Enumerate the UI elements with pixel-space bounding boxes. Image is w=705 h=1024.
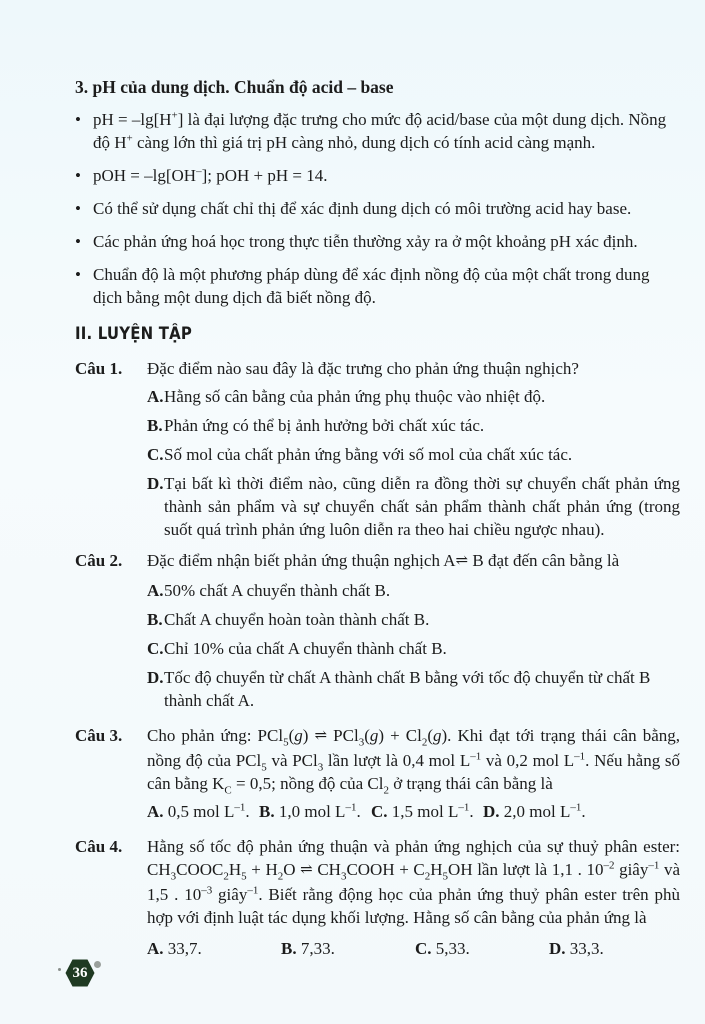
- question-stem: Hằng số tốc độ phản ứng thuận và phản ứng nghịch của sự thuỷ phân ester: $CH_3COOC_2H_5 + H_2O$ ⇌ $CH_3COOH + C_2H_5OH$ lần lượt là 1,1 . $10^{-2}$ giây$^{-1}$ và 1,5 . $10^{-3}$ giây$^{-1}$. Biết rằng động học của phản ứng thuỷ phân ester trên phù hợp với định luật tác dụng khối lượng. Hằng số cân bằng của phản ứng là: [147, 837, 680, 927]
- option-d: D. 2,0 mol $L^{-1}$.: [483, 801, 586, 821]
- option-c: C. Chỉ 10% của chất A chuyển thành chất B.: [147, 639, 447, 658]
- decorative-dot: [58, 968, 61, 971]
- option-c: C. 1,5 mol $L^{-1}$.: [371, 801, 474, 821]
- bullet-item: • pH = –lg[H+] là đại lượng đặc trưng cho mức độ acid/base của một dung dịch. Nồng độ H+ càng lớn thì giá trị pH càng nhỏ, dung dịch có tính acid càng mạnh.: [75, 109, 667, 152]
- part-2-title: II. LUYỆN TẬP: [75, 324, 192, 344]
- option-a: A. 33,7.: [147, 939, 202, 958]
- option-b: B. Phản ứng có thể bị ảnh hưởng bởi chất xúc tác.: [147, 416, 485, 435]
- page-content: [75, 76, 680, 968]
- question-label: Câu 3.: [75, 726, 123, 745]
- bullet-icon: •: [75, 199, 81, 218]
- equilibrium-arrow-icon: ⇌: [314, 728, 328, 744]
- page-number: 36: [72, 965, 88, 981]
- bullet-icon: •: [75, 265, 81, 284]
- question-1: [75, 357, 680, 541]
- option-d: D. Tốc độ chuyển từ chất A thành chất B bằng với tốc độ chuyển từ chất B thành chất A.: [147, 668, 651, 710]
- option-a: A. 50% chất A chuyển thành chất B.: [147, 581, 391, 600]
- bullet-item: • Chuẩn độ là một phương pháp dùng để xác định nồng độ của một chất trong dung dịch bằng một dung dịch đã biết nồng độ.: [75, 265, 650, 307]
- option-b: B. 7,33.: [281, 939, 335, 958]
- question-3: [75, 724, 680, 823]
- question-4: [75, 835, 680, 960]
- section-3-bullets: [75, 108, 680, 309]
- bullet-item: • Các phản ứng hoá học trong thực tiễn thường xảy ra ở một khoảng pH xác định.: [75, 232, 638, 251]
- option-d: D. Tại bất kì thời điểm nào, cũng diễn ra đồng thời sự chuyển chất phản ứng thành sản phẩm và sự chuyển chất sản phẩm thành chất phản ứng (trong suốt quá trình phản ứng luôn diễn ra theo hai chiều ngược nhau).: [147, 474, 680, 539]
- page-number-badge: [65, 958, 95, 988]
- bullet-icon: •: [75, 166, 81, 185]
- question-2: [75, 549, 680, 712]
- option-b: B. 1,0 mol $L^{-1}$.: [259, 801, 361, 821]
- bullet-item: • Có thể sử dụng chất chỉ thị để xác định dung dịch có môi trường acid hay base.: [75, 199, 632, 218]
- equilibrium-arrow-icon: ⇌: [455, 553, 469, 569]
- options-row: [147, 937, 680, 960]
- section-3-title: 3. pH của dung dịch. Chuẩn độ acid – base: [75, 77, 394, 97]
- option-c: C. 5,33.: [415, 939, 470, 958]
- options-row: [147, 800, 680, 823]
- question-label: Câu 2.: [75, 551, 123, 570]
- option-b: B. Chất A chuyển hoàn toàn thành chất B.: [147, 610, 430, 629]
- equilibrium-arrow-icon: ⇌: [300, 862, 313, 878]
- option-c: C. Số mol của chất phản ứng bằng với số mol của chất xúc tác.: [147, 445, 573, 464]
- bullet-item: • pOH = –lg[OH–]; pOH + pH = 14.: [75, 165, 328, 185]
- bullet-icon: •: [75, 232, 81, 251]
- question-stem: Đặc điểm nào sau đây là đặc trưng cho phản ứng thuận nghịch?: [147, 359, 579, 378]
- option-a: A. 0,5 mol $L^{-1}$.: [147, 801, 250, 821]
- question-label: Câu 1.: [75, 359, 123, 378]
- question-stem: Đặc điểm nhận biết phản ứng thuận nghịch A⇌ B đạt đến cân bằng là: [147, 549, 680, 574]
- option-d: D. 33,3.: [549, 939, 604, 958]
- decorative-dot: [94, 961, 101, 968]
- bullet-icon: •: [75, 110, 81, 129]
- question-stem: Cho phản ứng: PCl$_5$(g) ⇌ $PCl_3(g) + Cl_2(g)$. Khi đạt tới trạng thái cân bằng, nồng độ của PCl$_5$ và PCl$_3$ lần lượt là 0,4 mol $L^{-1}$ và 0,2 mol $L^{-1}$. Nếu hằng số cân bằng $K_C = 0,5$; nồng độ của $Cl_2$ ở trạng thái cân bằng là: [147, 726, 681, 797]
- question-label: Câu 4.: [75, 837, 123, 856]
- option-a: A. Hằng số cân bằng của phản ứng phụ thuộc vào nhiệt độ.: [147, 387, 546, 406]
